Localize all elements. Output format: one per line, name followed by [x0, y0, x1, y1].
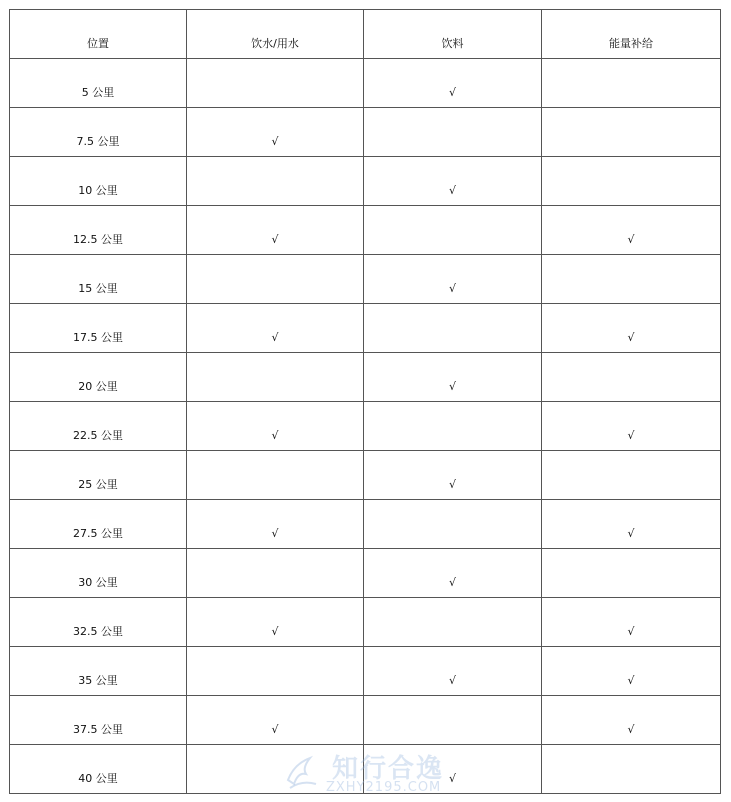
cell-energy: [542, 157, 721, 206]
header-water-label: 饮水/用水: [251, 37, 299, 50]
cell-energy: [542, 598, 721, 647]
cell-water: [187, 745, 364, 794]
location-label: 20 公里: [78, 380, 118, 393]
location-label: 10 公里: [78, 184, 118, 197]
table-row: [10, 745, 721, 794]
location-label: 27.5 公里: [73, 527, 123, 540]
cell-drink: [364, 745, 542, 794]
table-row: [10, 157, 721, 206]
header-water: [187, 10, 364, 59]
check-mark: √: [271, 527, 279, 540]
cell-water: [187, 304, 364, 353]
cell-location: [10, 255, 187, 304]
cell-drink: [364, 696, 542, 745]
cell-drink: [364, 549, 542, 598]
check-mark: √: [627, 723, 635, 736]
table-row: [10, 451, 721, 500]
cell-water: [187, 353, 364, 402]
cell-drink: [364, 598, 542, 647]
cell-drink: [364, 647, 542, 696]
check-mark: √: [627, 625, 635, 638]
cell-drink: [364, 500, 542, 549]
header-energy-label: 能量补给: [609, 37, 653, 50]
cell-drink: [364, 59, 542, 108]
cell-energy: [542, 451, 721, 500]
cell-location: [10, 157, 187, 206]
location-label: 37.5 公里: [73, 723, 123, 736]
cell-water: [187, 696, 364, 745]
cell-location: [10, 353, 187, 402]
table-row: [10, 500, 721, 549]
check-mark: √: [448, 86, 456, 99]
location-label: 17.5 公里: [73, 331, 123, 344]
table-body: [10, 59, 721, 794]
watermark-url: ZXHY2195.COM: [326, 780, 442, 795]
location-label: 7.5 公里: [76, 135, 120, 148]
cell-water: [187, 549, 364, 598]
cell-location: [10, 304, 187, 353]
check-mark: √: [271, 331, 279, 344]
table-row: [10, 402, 721, 451]
location-label: 32.5 公里: [73, 625, 123, 638]
cell-drink: [364, 157, 542, 206]
table-row: [10, 598, 721, 647]
table-row: [10, 696, 721, 745]
table-row: [10, 108, 721, 157]
cell-water: [187, 647, 364, 696]
cell-location: [10, 59, 187, 108]
table-row: [10, 255, 721, 304]
cell-location: [10, 696, 187, 745]
table-row: [10, 353, 721, 402]
cell-drink: [364, 304, 542, 353]
header-drink: [364, 10, 542, 59]
cell-location: [10, 598, 187, 647]
check-mark: √: [271, 429, 279, 442]
check-mark: √: [627, 527, 635, 540]
table-row: [10, 549, 721, 598]
check-mark: √: [271, 135, 279, 148]
cell-water: [187, 157, 364, 206]
table-row: [10, 304, 721, 353]
cell-energy: [542, 549, 721, 598]
check-mark: √: [627, 674, 635, 687]
check-mark: √: [271, 625, 279, 638]
cell-location: [10, 451, 187, 500]
cell-location: [10, 647, 187, 696]
header-energy: [542, 10, 721, 59]
cell-location: [10, 206, 187, 255]
cell-water: [187, 500, 364, 549]
cell-water: [187, 255, 364, 304]
check-mark: √: [448, 380, 456, 393]
check-mark: √: [627, 331, 635, 344]
cell-drink: [364, 206, 542, 255]
header-location-label: 位置: [87, 37, 109, 50]
location-label: 40 公里: [78, 772, 118, 785]
cell-energy: [542, 255, 721, 304]
cell-drink: [364, 402, 542, 451]
check-mark: √: [448, 478, 456, 491]
cell-drink: [364, 255, 542, 304]
location-label: 22.5 公里: [73, 429, 123, 442]
cell-energy: [542, 647, 721, 696]
cell-energy: [542, 500, 721, 549]
cell-water: [187, 402, 364, 451]
cell-energy: [542, 108, 721, 157]
location-label: 5 公里: [81, 86, 115, 99]
table-row: [10, 59, 721, 108]
check-mark: √: [448, 282, 456, 295]
check-mark: √: [627, 429, 635, 442]
cell-location: [10, 745, 187, 794]
location-label: 35 公里: [78, 674, 118, 687]
cell-location: [10, 500, 187, 549]
check-mark: √: [627, 233, 635, 246]
cell-energy: [542, 402, 721, 451]
check-mark: √: [271, 723, 279, 736]
table-header-row: [10, 10, 721, 59]
cell-location: [10, 402, 187, 451]
cell-location: [10, 549, 187, 598]
location-label: 30 公里: [78, 576, 118, 589]
watermark-text: 知行合逸: [332, 754, 445, 784]
cell-water: [187, 59, 364, 108]
location-label: 25 公里: [78, 478, 118, 491]
cell-water: [187, 206, 364, 255]
cell-energy: [542, 206, 721, 255]
header-drink-label: 饮料: [441, 37, 464, 50]
cell-water: [187, 108, 364, 157]
cell-energy: [542, 353, 721, 402]
check-mark: √: [271, 233, 279, 246]
cell-energy: [542, 59, 721, 108]
cell-drink: [364, 451, 542, 500]
table-row: [10, 647, 721, 696]
cell-drink: [364, 108, 542, 157]
cell-drink: [364, 353, 542, 402]
check-mark: √: [448, 576, 456, 589]
table-row: [10, 206, 721, 255]
location-label: 12.5 公里: [73, 233, 123, 246]
cell-energy: [542, 304, 721, 353]
header-location: [10, 10, 187, 59]
check-mark: √: [448, 674, 456, 687]
cell-location: [10, 108, 187, 157]
check-mark: √: [448, 184, 456, 197]
location-label: 15 公里: [78, 282, 118, 295]
check-mark: √: [448, 772, 456, 785]
supply-station-table: [9, 9, 721, 794]
cell-energy: [542, 696, 721, 745]
cell-water: [187, 451, 364, 500]
cell-water: [187, 598, 364, 647]
cell-energy: [542, 745, 721, 794]
